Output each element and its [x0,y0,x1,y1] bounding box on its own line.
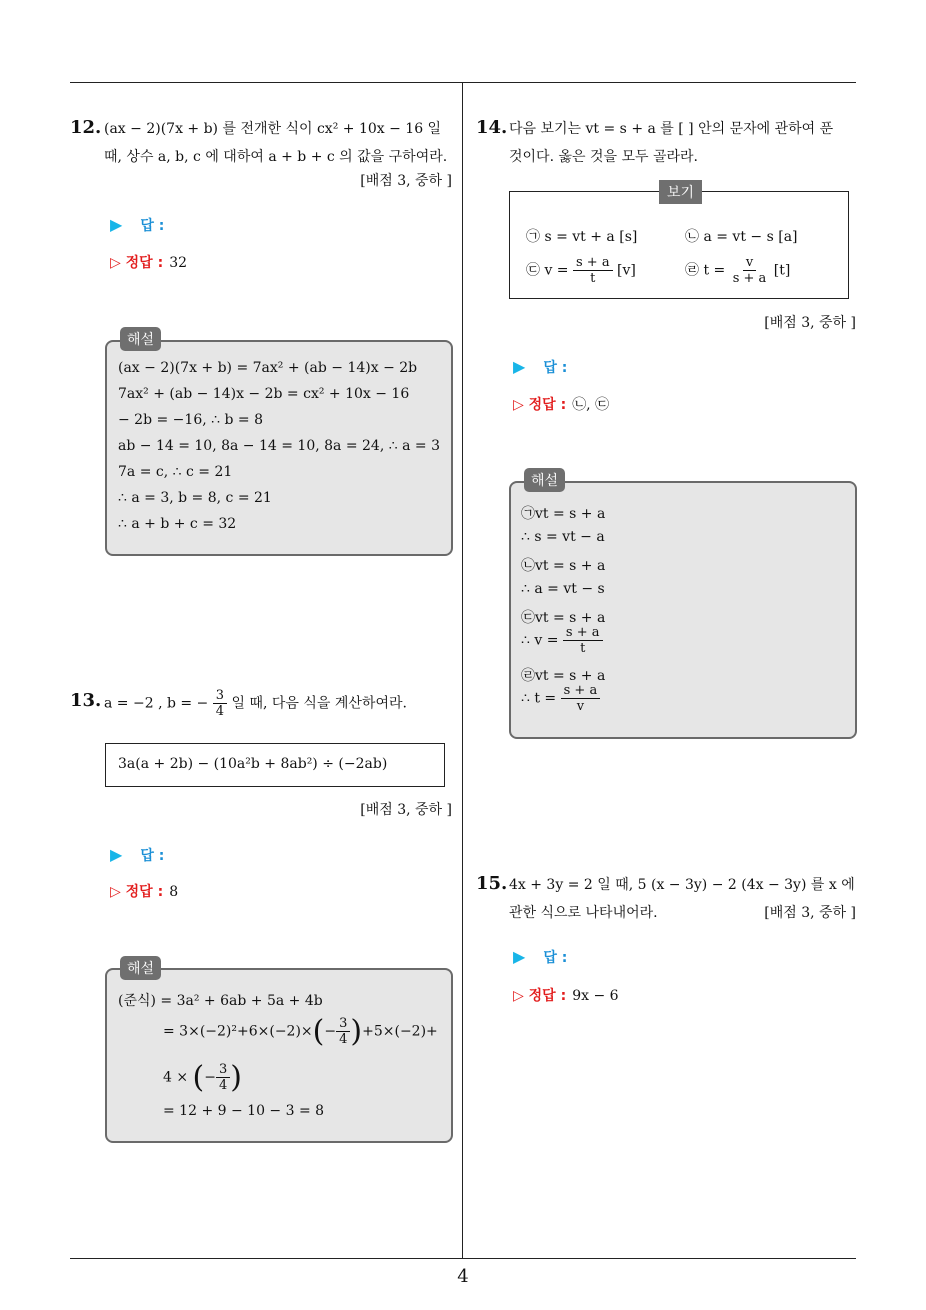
answer-arrow-icon: ▶ [110,215,123,234]
choice-option: ㉠ s = vt + a [s] [526,229,638,245]
solution-line: = 12 + 9 − 10 − 3 = 8 [163,1103,325,1119]
question-13-text [104,688,407,719]
question-15-line-2: 관한 식으로 나타내어라. [509,905,658,921]
question-12-score: [배점 3, 중하 ] [360,173,452,189]
question-12-line-2: 때, 상수 a, b, c 에 대하여 a + b + c 의 값을 구하여라. [104,149,448,165]
question-15-correct [513,985,619,1005]
solution-line: ㉢vt = s + a [521,610,606,626]
question-15-score: [배점 3, 중하 ] [764,905,856,921]
question-15-line-1: 4x + 3y = 2 일 때, 5 (x − 3y) − 2 (4x − 3y) 를 x 에 [509,877,855,893]
question-13-score: [배점 3, 중하 ] [360,802,452,818]
correct-arrow-icon: ▷ [110,255,121,271]
question-13-number: 13. [70,690,102,711]
question-14-line-2: 것이다. 옳은 것을 모두 골라라. [509,149,698,165]
question-12-solution-tag: 해설 [120,327,161,351]
solution-line: (준식) = 3a² + 6ab + 5a + 4b [118,993,323,1009]
top-rule [70,82,856,83]
question-13-expression-box [105,743,445,787]
bottom-rule [70,1258,856,1259]
correct-value: 9x − 6 [572,988,619,1004]
question-14-number: 14. [476,117,508,138]
question-14-solution-tag: 해설 [524,468,565,492]
question-13-post: 일 때, 다음 식을 계산하여라. [231,695,407,712]
correct-arrow-icon: ▷ [513,988,524,1004]
solution-line: 7a = c, ∴ c = 21 [118,464,233,480]
solution-line: ∴ a + b + c = 32 [118,516,237,532]
question-12-correct [110,252,187,272]
question-13-fraction: $\frac{3}{4}$ [213,688,227,719]
choice-option: ㉢ v = $\frac{s + a}{t}$ [v] [526,255,636,286]
solution-line: ∴ v = $\frac{s + a}{t}$ [521,625,603,656]
correct-value: 8 [169,884,179,900]
answer-label: 답 : [543,950,568,966]
question-14-answer[interactable] [513,357,567,377]
question-12-line-1: (ax − 2)(7x + b) 를 전개한 식이 cx² + 10x − 16 일 [104,121,442,137]
column-divider [462,83,463,1259]
answer-arrow-icon: ▶ [513,947,526,966]
solution-line: ∴ a = vt − s [521,581,605,597]
correct-value: 32 [169,255,188,271]
question-15-number: 15. [476,873,508,894]
question-14-score: [배점 3, 중하 ] [764,315,856,331]
answer-arrow-icon: ▶ [513,357,526,376]
question-13-pre: a = −2 , b = − [104,695,209,712]
question-14-correct [513,394,609,414]
solution-line: ∴ a = 3, b = 8, c = 21 [118,490,272,506]
question-15-answer[interactable] [513,947,567,967]
answer-label: 답 : [140,848,165,864]
page-number: 4 [457,1266,469,1287]
solution-line: ∴ s = vt − a [521,529,605,545]
question-12-number: 12. [70,117,102,138]
question-12-text [104,115,447,171]
correct-value: ㉡, ㉢ [572,397,610,413]
correct-label: 정답 : [125,884,164,900]
solution-line: ㉣vt = s + a [521,668,606,684]
solution-line: ab − 14 = 10, 8a − 14 = 10, 8a = 24, ∴ a = 3 [118,438,440,454]
question-13-solution-tag: 해설 [120,956,161,980]
choice-option: ㉡ a = vt − s [a] [685,229,798,245]
correct-arrow-icon: ▷ [513,397,524,413]
solution-line: (ax − 2)(7x + b) = 7ax² + (ab − 14)x − 2b [118,360,418,376]
question-14-choices-tag: 보기 [659,180,702,204]
solution-line: 7ax² + (ab − 14)x − 2b = cx² + 10x − 16 [118,386,410,402]
choice-option: ㉣ t = $\frac{v}{s + a}$ [t] [685,255,791,286]
correct-label: 정답 : [528,397,567,413]
correct-arrow-icon: ▷ [110,884,121,900]
solution-line: 4 × (− $\frac{3}{4}$ ) [163,1060,242,1095]
answer-label: 답 : [543,360,568,376]
correct-label: 정답 : [125,255,164,271]
question-13-answer[interactable] [110,845,164,865]
question-13-expression: 3a(a + 2b) − (10a²b + 8ab²) ÷ (−2ab) [118,756,388,772]
solution-line: = 3×(−2)²+6×(−2)×(− $\frac{3}{4}$ )+5×(−2)+ [163,1014,438,1049]
solution-line: ㉠vt = s + a [521,506,606,522]
solution-line: − 2b = −16, ∴ b = 8 [118,412,263,428]
question-14-text [509,115,833,171]
answer-arrow-icon: ▶ [110,845,123,864]
question-12-answer[interactable] [110,215,164,235]
correct-label: 정답 : [528,988,567,1004]
solution-line: ㉡vt = s + a [521,558,606,574]
solution-line: ∴ t = $\frac{s + a}{v}$ [521,683,600,714]
question-13-correct [110,881,178,901]
question-14-line-1: 다음 보기는 vt = s + a 를 [ ] 안의 문자에 관하여 푼 [509,121,834,137]
answer-label: 답 : [140,218,165,234]
